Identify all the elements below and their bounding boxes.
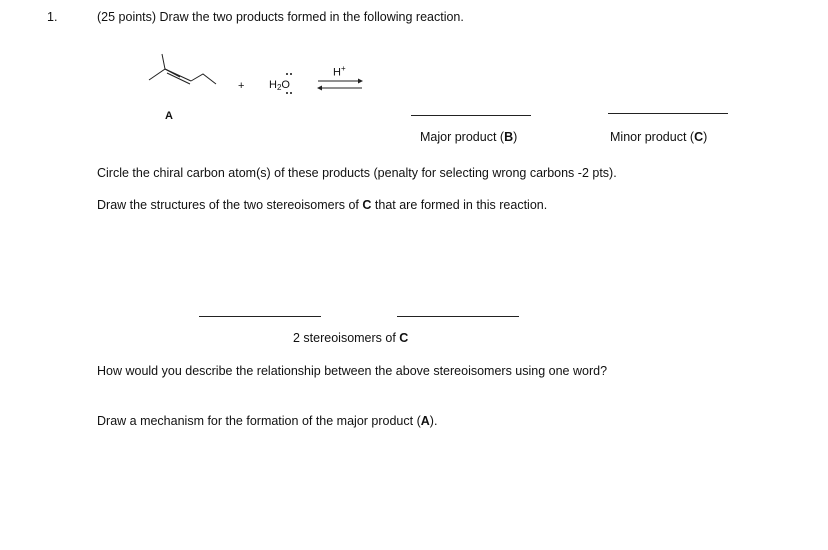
major-product-close: ) — [513, 130, 518, 144]
catalyst-plus: + — [340, 64, 346, 73]
minor-product-text: Minor product ( — [610, 130, 695, 144]
water-o: O — [281, 79, 290, 91]
stereoisomer-instruction-letter: C — [362, 198, 372, 212]
relationship-question: How would you describe the relationship between the above stereoisomers using one word? — [97, 364, 608, 378]
major-product-letter: B — [504, 130, 514, 144]
chiral-carbon-instruction: Circle the chiral carbon atom(s) of these products (penalty for selecting wrong carbons -2 pts). — [97, 166, 617, 180]
plus-sign: + — [238, 80, 245, 92]
water-h: H — [269, 79, 277, 91]
stereoisomers-label-text: 2 stereoisomers of — [293, 331, 400, 345]
major-product-answer-line[interactable] — [411, 115, 531, 116]
bond-chain — [191, 74, 216, 84]
mechanism-instruction-end: ). — [429, 414, 438, 428]
stereoisomers-label — [293, 331, 408, 345]
stereoisomer-instruction — [97, 198, 547, 212]
bond-double-a — [165, 69, 191, 81]
question-number: 1. — [47, 10, 58, 24]
minor-product-label — [610, 130, 707, 144]
mechanism-instruction-text: Draw a mechanism for the formation of the major product ( — [97, 414, 421, 428]
stereoisomer-instruction-text: Draw the structures of the two stereoisomers of — [97, 198, 363, 212]
catalyst-h: H — [333, 66, 341, 79]
reactant-label: A — [165, 110, 173, 122]
major-product-label — [420, 130, 517, 144]
mechanism-instruction — [97, 414, 437, 428]
major-product-text: Major product ( — [420, 130, 505, 144]
bond-skeleton — [149, 54, 165, 80]
catalyst-label — [333, 64, 346, 79]
equilibrium-arrows — [316, 78, 366, 94]
question-header: (25 points) Draw the two products formed in the following reaction. — [97, 10, 464, 24]
lone-pair-dots — [283, 72, 303, 98]
stereoisomer-1-answer-line[interactable] — [199, 316, 321, 317]
reactant-a-structure — [140, 52, 220, 92]
minor-product-answer-line[interactable] — [608, 113, 728, 114]
stereoisomers-label-letter: C — [399, 331, 409, 345]
mechanism-instruction-letter: A — [420, 414, 430, 428]
stereoisomer-instruction-end: that are formed in this reaction. — [371, 198, 548, 212]
minor-product-close: ) — [703, 130, 708, 144]
minor-product-letter: C — [694, 130, 704, 144]
stereoisomer-2-answer-line[interactable] — [397, 316, 519, 317]
water-subscript: 2 — [276, 83, 282, 92]
